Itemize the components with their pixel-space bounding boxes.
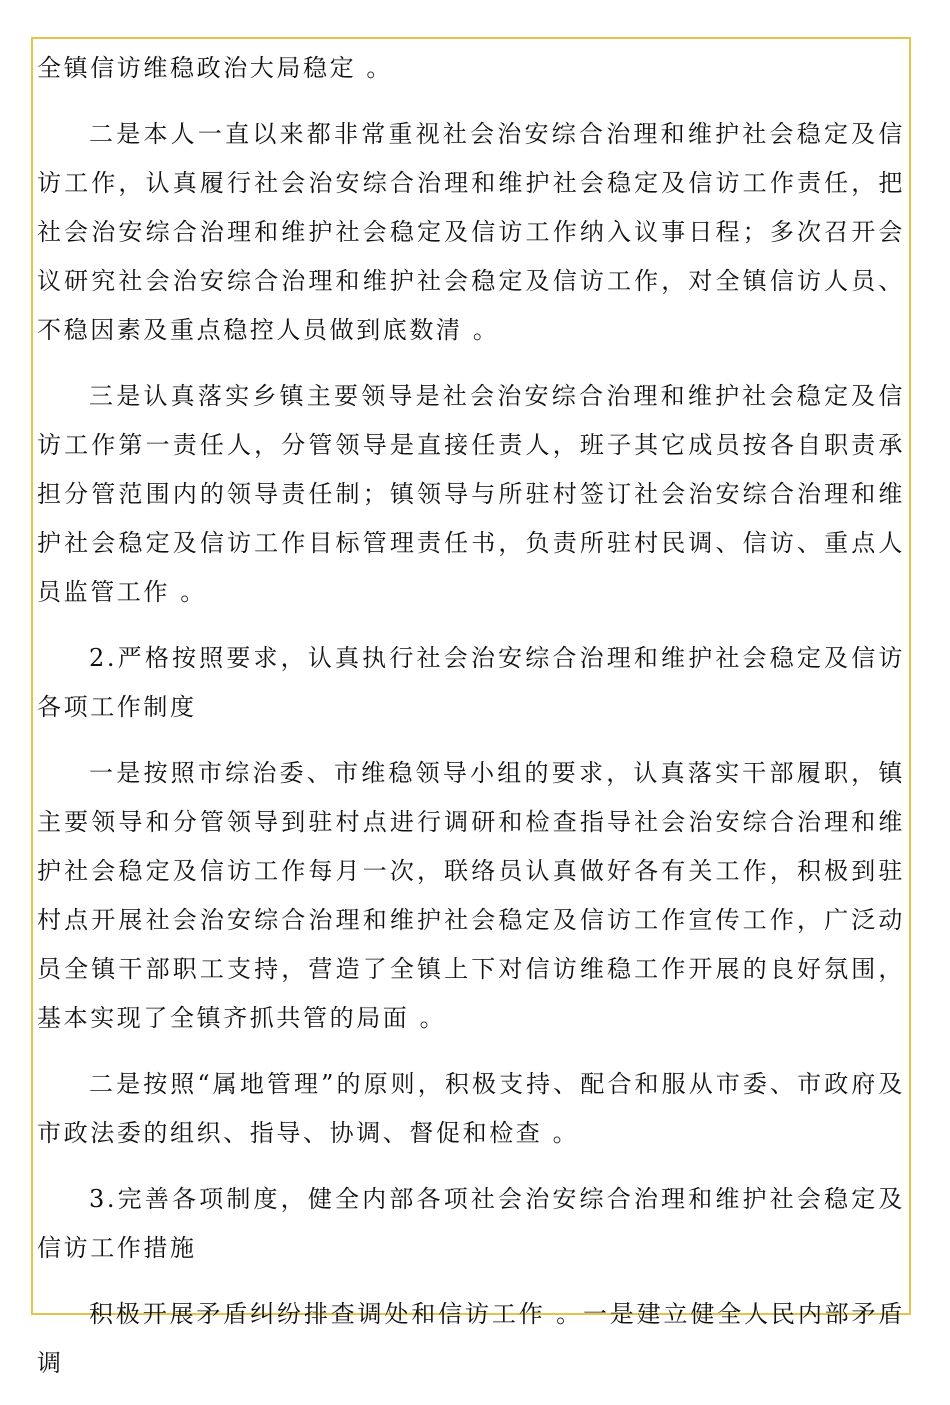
paragraph-point-three: 三是认真落实乡镇主要领导是社会治安综合治理和维护社会稳定及信访工作第一责任人，分管领导是直接任责人，班子其它成员按各自职责承担分管范围内的领导责任制；镇领导与所驻村签订社会治安综合治理和维护社会稳定及信访工作目标管理责任书，负责所驻村民调、信访、重点人员监管工作 。 xyxy=(37,382,905,606)
paragraph-section3-intro: 积极开展矛盾纠纷排查调处和信访工作 。一是建立健全人民内部矛盾调 xyxy=(37,1300,905,1377)
section-heading-2: 2.严格按照要求，认真执行社会治安综合治理和维护社会稳定及信访各项工作制度 xyxy=(37,644,905,721)
paragraph-point-two: 二是本人一直以来都非常重视社会治安综合治理和维护社会稳定及信访工作，认真履行社会治安综合治理和维护社会稳定及信访工作责任，把社会治安综合治理和维护社会稳定及信访工作纳入议事日程；多次召开会议研究社会治安综合治理和维护社会稳定及信访工作，对全镇信访人员、不稳因素及重点稳控人员做到底数清 。 xyxy=(37,120,905,344)
paragraph-section2-point-two: 二是按照“属地管理”的原则，积极支持、配合和服从市委、市政府及市政法委的组织、指导、协调、督促和检查 。 xyxy=(37,1070,905,1147)
paragraph-section2-point-one: 一是按照市综治委、市维稳领导小组的要求，认真落实干部履职，镇主要领导和分管领导到驻村点进行调研和检查指导社会治安综合治理和维护社会稳定及信访工作每月一次，联络员认真做好各有关工作，积极到驻村点开展社会治安综合治理和维护社会稳定及信访工作宣传工作，广泛动员全镇干部职工支持，营造了全镇上下对信访维稳工作开展的良好氛围，基本实现了全镇齐抓共管的局面 。 xyxy=(37,759,905,1032)
paragraph-continuation: 全镇信访维稳政治大局稳定 。 xyxy=(37,54,394,82)
section-heading-3: 3.完善各项制度，健全内部各项社会治安综合治理和维护社会稳定及信访工作措施 xyxy=(37,1185,905,1262)
document-body xyxy=(37,44,905,1405)
